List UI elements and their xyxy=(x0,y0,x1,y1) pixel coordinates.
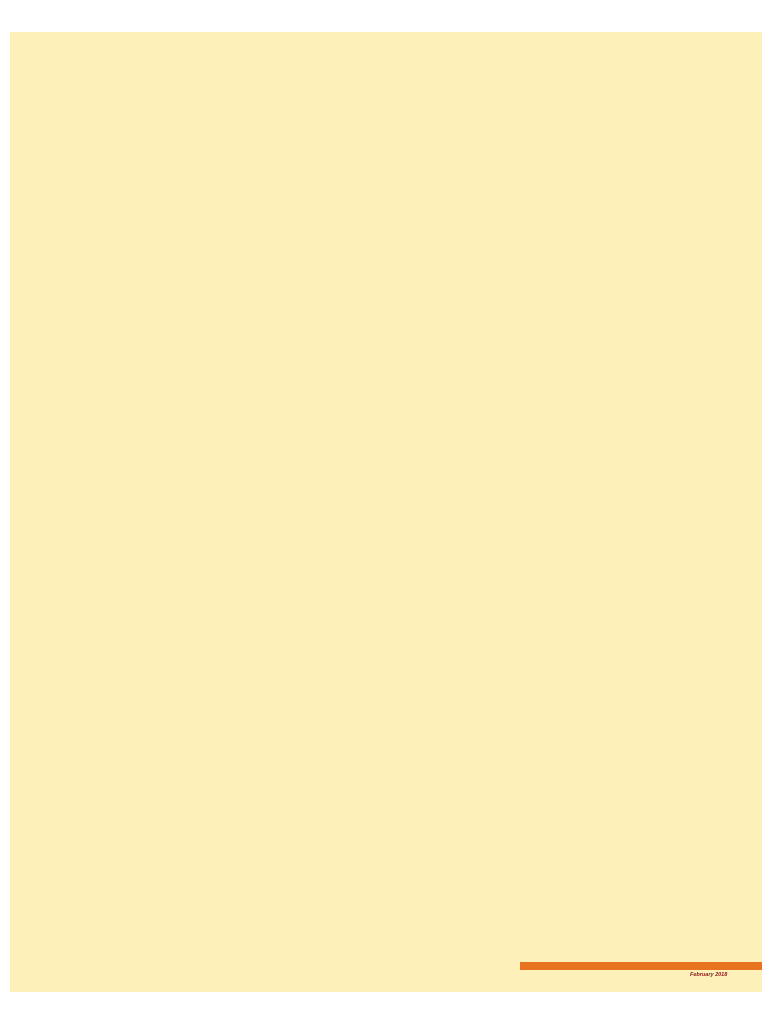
footer-bar xyxy=(520,962,762,970)
footer-date: February 2018 xyxy=(690,972,728,978)
brochure-sheet xyxy=(10,32,762,992)
